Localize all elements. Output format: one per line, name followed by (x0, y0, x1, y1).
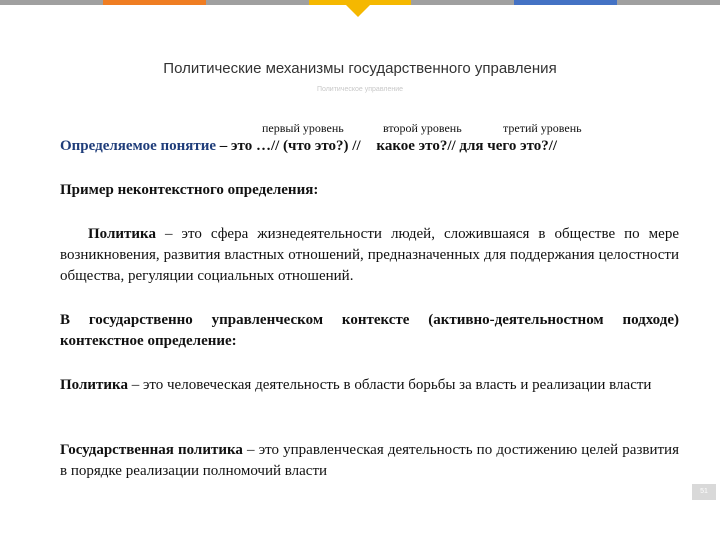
example-heading: Пример неконтекстного определения: (60, 182, 319, 198)
stripe-segment (617, 0, 720, 5)
policy-context-definition (60, 375, 679, 396)
level-first-label: первый уровень (262, 121, 344, 135)
policy-context-term: Политика (60, 377, 128, 393)
stripe-segment (0, 0, 103, 5)
state-policy-definition (60, 440, 679, 482)
policy-context-text: – это человеческая деятельность в области борьбы за власть и реализации власти (127, 377, 652, 393)
stripe-segment (514, 0, 617, 5)
policy-term: Политика (88, 226, 156, 242)
header-notch (346, 5, 370, 17)
stripe-segment (103, 0, 206, 5)
policy-definition (60, 224, 679, 287)
stripe-segment (206, 0, 309, 5)
stripe-segment (411, 0, 514, 5)
level-third-label: третий уровень (503, 121, 582, 135)
page-number: 51 (692, 484, 716, 500)
slide-subtitle: Политическое управление (316, 86, 404, 93)
definition-question-2: какое это?// для чего это?// (376, 138, 558, 154)
level-second-label: второй уровень (383, 121, 462, 135)
definition-question-1: – это …// (что это?) // (216, 138, 365, 154)
definition-line (60, 138, 700, 155)
slide-title: Политические механизмы государственного управления (163, 60, 557, 77)
state-policy-term: Государственная политика (60, 442, 243, 458)
state-policy-text: – это управленческая деятельность по достижению целей развития в порядке реализации полномочий власти (60, 442, 679, 479)
policy-definition-text: – это сфера жизнедеятельности людей, сложившаяся в обществе по мере возникновения, развития властных отношений, предназначенных для поддержания целостности общества, регуляции социальных отношений. (60, 226, 679, 284)
defined-term: Определяемое понятие (60, 138, 217, 154)
context-heading: В государственно управленческом контексте (активно-деятельностном подходе) контекстное определение: (60, 312, 679, 349)
